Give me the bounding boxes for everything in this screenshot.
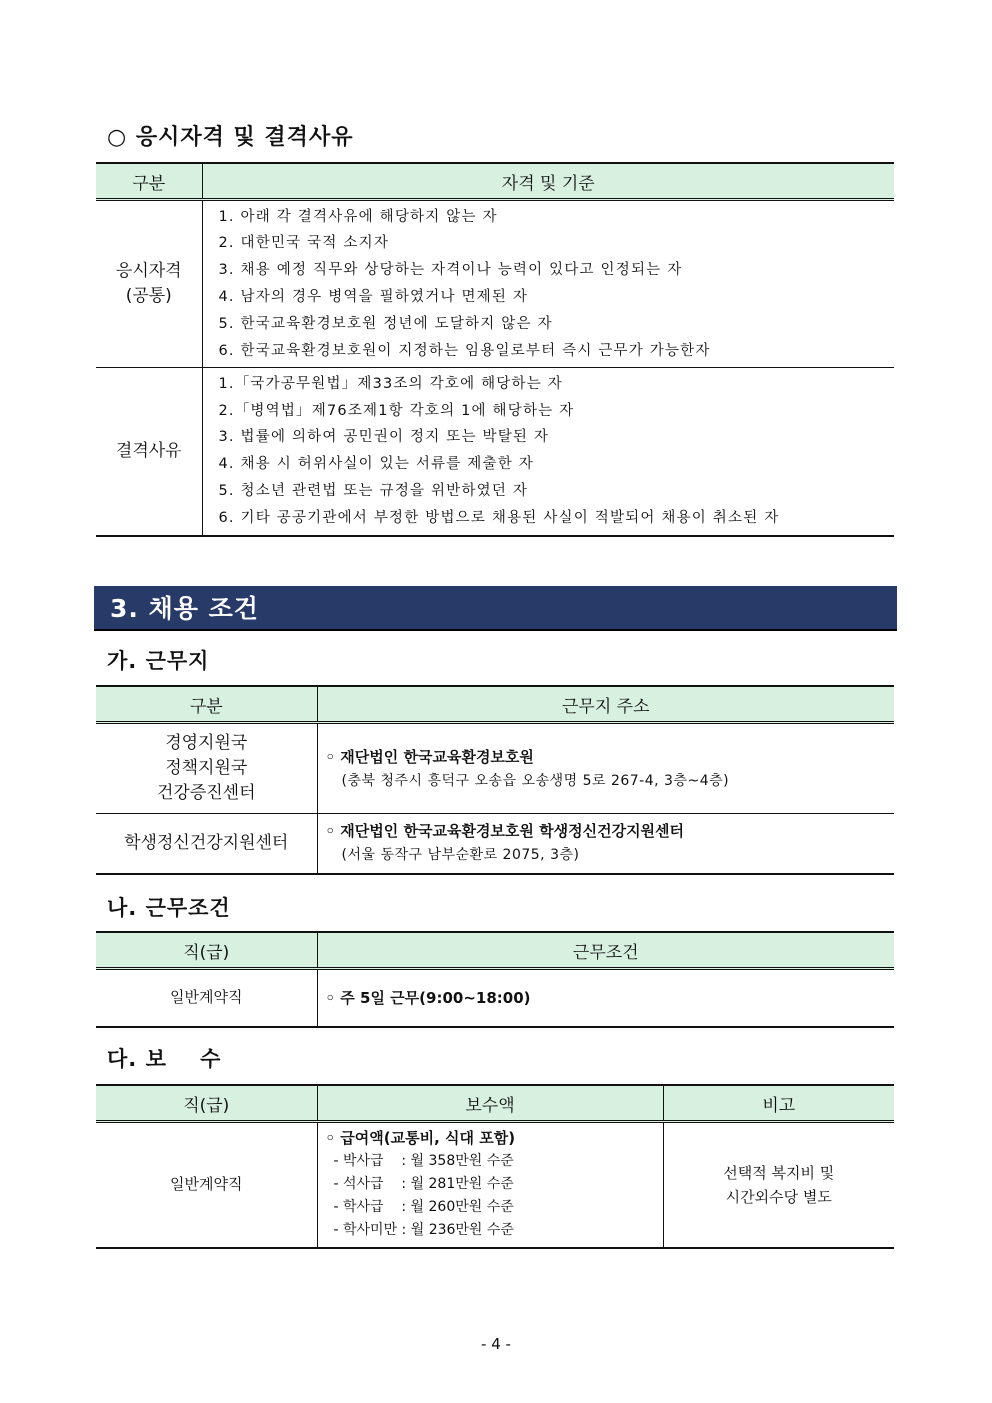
list-item: - 학사미만 : 월 236만원 수준: [333, 1222, 514, 1239]
list-item: 3. 법률에 의하여 공민권이 정지 또는 박탈된 자: [218, 429, 550, 446]
position-name: 일반계약직: [96, 1122, 317, 1248]
workplace-table: [96, 685, 894, 875]
list-item: 4. 채용 시 허위사실이 있는 서류를 제출한 자: [218, 456, 534, 473]
header-address: 근무지 주소: [317, 686, 894, 723]
work-conditions: ◦ 주 5일 근무(9:00~18:00): [317, 969, 894, 1027]
subsection-title-conditions: 나. 근무조건: [107, 896, 231, 920]
list-item: 1. 아래 각 결격사유에 해당하지 않는 자: [218, 208, 498, 225]
list-item: 3. 채용 예정 직무와 상당하는 자격이나 능력이 있다고 인정되는 자: [218, 262, 683, 279]
list-item: 2.「병역법」제76조제1항 각호의 1에 해당하는 자: [218, 402, 575, 419]
header-category: 구분: [96, 686, 317, 723]
page-number: - 4 -: [481, 1335, 511, 1353]
header-conditions: 근무조건: [317, 932, 894, 969]
list-item: 4. 남자의 경우 병역을 필하였거나 면제된 자: [218, 289, 529, 305]
disqualification-list: [202, 368, 894, 536]
header-note: 비고: [663, 1085, 894, 1122]
qualification-label: 응시자격 (공통): [115, 261, 182, 306]
list-item: 6. 한국교육환경보호원이 지정하는 임용일로부터 즉시 근무가 가능한자: [218, 342, 711, 359]
list-item: - 학사급 : 월 260만원 수준: [333, 1199, 514, 1216]
list-item: - 석사급 : 월 281만원 수준: [333, 1176, 514, 1193]
header-category: 구분: [96, 163, 202, 200]
salary-detail: ◦ 급여액(교통비, 식대 포함) - 박사급 : 월 358만원 수준 - 석사급 : 월 281만원 수준 - 학사급 : 월 260만원 수준 - 학사미만 : 월 236만원 수준: [317, 1122, 663, 1248]
list-item: 6. 기타 공공기관에서 부정한 방법으로 채용된 사실이 적발되어 채용이 취소된 자: [218, 509, 780, 526]
header-salary: 보수액: [317, 1085, 663, 1122]
header-criteria: 자격 및 기준: [202, 163, 894, 200]
list-item: 5. 한국교육환경보호원 정년에 도달하지 않은 자: [218, 315, 553, 332]
pay-table: [96, 1084, 894, 1249]
list-item: 1.「국가공무원법」제33조의 각호에 해당하는 자: [218, 375, 563, 392]
conditions-table: [96, 931, 894, 1028]
header-position: 직(급): [96, 1085, 317, 1122]
qualification-table: [96, 162, 894, 537]
pay-note: 선택적 복지비 및 시간외수당 별도: [663, 1122, 894, 1248]
position-name: 일반계약직: [96, 969, 317, 1027]
header-position: 직(급): [96, 932, 317, 969]
department-names: 경영지원국 정책지원국 건강증진센터: [156, 733, 256, 803]
list-item: - 박사급 : 월 358만원 수준: [333, 1153, 514, 1170]
subsection-title-pay: 다. 보 수: [107, 1047, 222, 1071]
subsection-title-workplace: 가. 근무지: [107, 649, 210, 673]
disqualification-label: 결격사유: [96, 368, 202, 536]
section-title-qualification: ○ 응시자격 및 결격사유: [107, 125, 354, 150]
qualification-list: [202, 200, 894, 368]
section-banner: 3. 채용 조건: [94, 586, 897, 631]
workplace-address: ◦ 재단법인 한국교육환경보호원 (충북 청주시 흥덕구 오송읍 오송생명 5로 267-4, 3층~4층): [317, 723, 894, 814]
list-item: 5. 청소년 관련법 또는 규정을 위반하였던 자: [218, 483, 529, 500]
department-names: 학생정신건강지원센터: [96, 814, 317, 874]
list-item: 2. 대한민국 국적 소지자: [218, 235, 390, 252]
workplace-address: ◦ 재단법인 한국교육환경보호원 학생정신건강지원센터 (서울 동작구 남부순환로 2075, 3층): [317, 814, 894, 874]
